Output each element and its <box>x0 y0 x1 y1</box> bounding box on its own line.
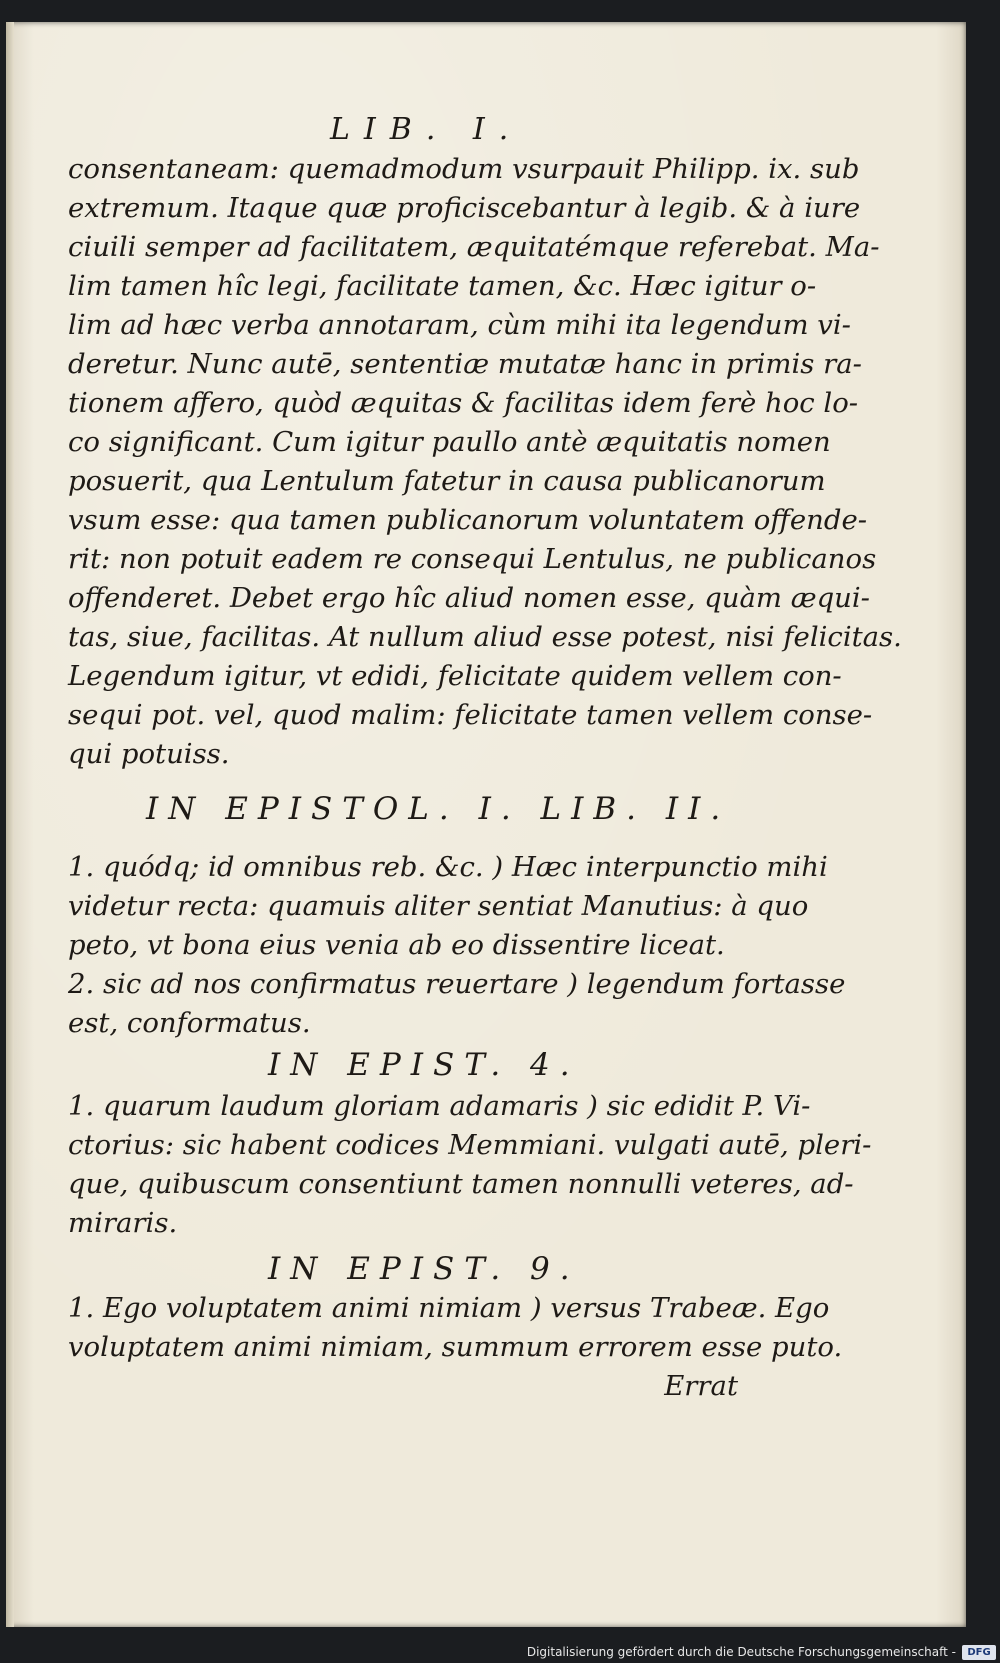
section-heading: IN EPIST. 4. <box>268 1047 580 1083</box>
text-line: posuerit, qua Lentulum fatetur in causa publicanorum <box>68 465 826 497</box>
text-line: miraris. <box>68 1207 178 1239</box>
text-line: voluptatem animi nimiam, summum errorem esse puto. <box>68 1331 843 1363</box>
page-gutter-edge <box>6 22 14 1627</box>
text-line: Legendum igitur, vt edidi, felicitate quidem vellem con- <box>68 660 842 692</box>
text-block-3 <box>68 1087 872 1243</box>
section-heading: IN EPISTOL. I. LIB. II. <box>146 791 731 827</box>
text-line: deretur. Nunc autē, sententiæ mutatæ hanc in primis ra- <box>68 348 862 380</box>
text-line: tas, siue, facilitas. At nullum aliud esse potest, nisi felicitas. <box>68 621 902 653</box>
text-line: 1. quódq; id omnibus reb. &c. ) Hæc interpunctio mihi <box>68 851 828 883</box>
dfg-logo: DFG <box>962 1645 996 1660</box>
text-line: ctorius: sic habent codices Memmiani. vulgati autē, pleri- <box>68 1129 872 1161</box>
funding-credit: Digitalisierung gefördert durch die Deutsche Forschungsgemeinschaft - <box>526 1645 956 1659</box>
text-line: tionem affero, quòd æquitas & facilitas idem ferè hoc lo- <box>68 387 859 419</box>
text-block-2 <box>68 848 846 1043</box>
text-line: que, quibuscum consentiunt tamen nonnulli veteres, ad- <box>68 1168 854 1200</box>
text-line: qui potuiss. <box>68 738 230 770</box>
text-line: extremum. Itaque quæ proficiscebantur à legib. & à iure <box>68 192 861 224</box>
text-line: co significant. Cum igitur paullo antè æquitatis nomen <box>68 426 831 458</box>
text-line: lim ad hæc verba annotaram, cùm mihi ita legendum vi- <box>68 309 851 341</box>
text-line: lim tamen hîc legi, facilitate tamen, &c. Hæc igitur o- <box>68 270 817 302</box>
text-line: videtur recta: quamuis aliter sentiat Manutius: à quo <box>68 890 809 922</box>
text-line: rit: non potuit eadem re consequi Lentulus, ne publicanos <box>68 543 877 575</box>
text-line: 1. quarum laudum gloriam adamaris ) sic edidit P. Vi- <box>68 1090 811 1122</box>
text-line: consentaneam: quemadmodum vsurpauit Philipp. ix. sub <box>68 153 860 185</box>
text-line: peto, vt bona eius venia ab eo dissentire liceat. <box>68 929 725 961</box>
text-line: offenderet. Debet ergo hîc aliud nomen esse, quàm æqui- <box>68 582 870 614</box>
catchword: Errat <box>664 1370 738 1402</box>
text-block-1 <box>68 150 902 774</box>
text-line: sequi pot. vel, quod malim: felicitate tamen vellem conse- <box>68 699 873 731</box>
text-line: ciuili semper ad facilitatem, æquitatémque referebat. Ma- <box>68 231 880 263</box>
text-line: est, conformatus. <box>68 1007 311 1039</box>
text-line: 1. Ego voluptatem animi nimiam ) versus Trabeæ. Ego <box>68 1292 830 1324</box>
footer-bar <box>0 1641 1000 1663</box>
running-head: LIB. I. <box>330 112 523 147</box>
text-line: 2. sic ad nos confirmatus reuertare ) legendum fortasse <box>68 968 846 1000</box>
text-line: vsum esse: qua tamen publicanorum voluntatem offende- <box>68 504 868 536</box>
book-page <box>6 22 966 1627</box>
section-heading: IN EPIST. 9. <box>268 1251 580 1287</box>
page-text <box>68 110 902 1406</box>
text-block-4 <box>68 1289 843 1367</box>
